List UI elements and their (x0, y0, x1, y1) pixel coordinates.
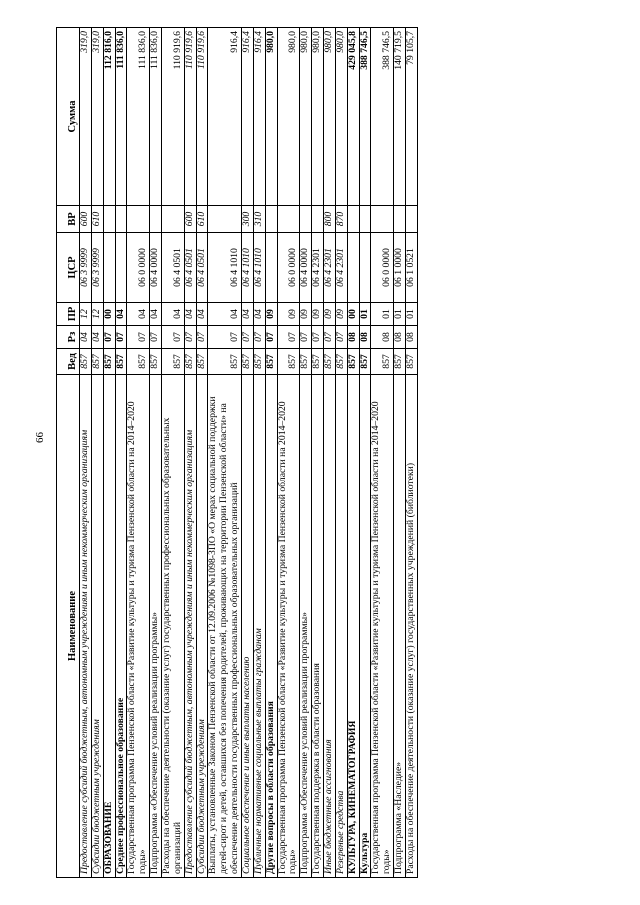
cell-csr: 06 4 0000 (300, 233, 312, 303)
cell-sum: 388 746,5 (359, 28, 371, 206)
cell-pr: 12 (91, 303, 103, 326)
cell-rz: 08 (347, 326, 359, 349)
table-row (115, 28, 127, 878)
cell-ved: 857 (127, 349, 150, 375)
cell-ved: 857 (277, 349, 300, 375)
cell-pr: 12 (80, 303, 92, 326)
cell-sum: 916,4 (253, 28, 265, 206)
cell-ved: 857 (196, 349, 208, 375)
cell-name: Подпрограмма «Обеспечение условий реализации программы» (150, 375, 162, 878)
cell-csr: 06 3 9999 (91, 233, 103, 303)
cell-ved: 857 (91, 349, 103, 375)
cell-ved: 857 (184, 349, 196, 375)
cell-ved: 857 (265, 349, 277, 375)
cell-pr: 04 (242, 303, 254, 326)
cell-rz: 08 (371, 326, 394, 349)
cell-rz: 07 (208, 326, 242, 349)
cell-name: Расходы на обеспечение деятельности (оказание услуг) государственных учреждений (библиотеки) (406, 375, 418, 878)
cell-pr: 04 (208, 303, 242, 326)
cell-vr (312, 206, 324, 233)
cell-name: Предоставление субсидий бюджетным, автономным учреждениям и иным некоммерческим организациям (80, 375, 92, 878)
cell-name: Подпрограмма «Обеспечение условий реализации программы» (300, 375, 312, 878)
cell-sum: 980,0 (335, 28, 347, 206)
cell-vr: 800 (324, 206, 336, 233)
cell-ved: 857 (312, 349, 324, 375)
cell-csr (265, 233, 277, 303)
cell-name: Государственная программа Пензенской области «Развитие культуры и туризма Пензенской области на 2014–2020 годы» (371, 375, 394, 878)
cell-sum: 980,0 (312, 28, 324, 206)
cell-name: Культура (359, 375, 371, 878)
cell-rz: 04 (80, 326, 92, 349)
cell-rz: 07 (312, 326, 324, 349)
cell-pr: 04 (196, 303, 208, 326)
cell-pr: 09 (324, 303, 336, 326)
cell-sum: 140 719,5 (394, 28, 406, 206)
column-header-name: Наименование (57, 375, 80, 878)
cell-name: Предоставление субсидий бюджетным, автономным учреждениям и иным некоммерческим организациям (184, 375, 196, 878)
table-row (394, 28, 406, 878)
cell-pr: 09 (312, 303, 324, 326)
cell-sum: 111 836,0 (150, 28, 162, 206)
cell-sum: 110 919,6 (162, 28, 185, 206)
column-header-rz: Рз (57, 326, 80, 349)
column-header-csr: ЦСР (57, 233, 80, 303)
cell-vr (406, 206, 418, 233)
cell-rz: 07 (127, 326, 150, 349)
cell-rz: 07 (115, 326, 127, 349)
cell-csr: 06 0 0000 (277, 233, 300, 303)
column-header-pr: ПР (57, 303, 80, 326)
cell-csr: 06 4 0501 (184, 233, 196, 303)
cell-vr (208, 206, 242, 233)
cell-ved: 857 (394, 349, 406, 375)
cell-name: Государственная поддержка в области образования (312, 375, 324, 878)
cell-rz: 07 (184, 326, 196, 349)
cell-vr (371, 206, 394, 233)
cell-vr (300, 206, 312, 233)
cell-csr (359, 233, 371, 303)
cell-rz: 07 (277, 326, 300, 349)
table-row (150, 28, 162, 878)
cell-name: Государственная программа Пензенской области «Развитие культуры и туризма Пензенской области на 2014–2020 годы» (127, 375, 150, 878)
cell-pr: 04 (150, 303, 162, 326)
table-row (253, 28, 265, 878)
cell-pr: 09 (265, 303, 277, 326)
cell-ved: 857 (406, 349, 418, 375)
cell-sum: 388 746,5 (371, 28, 394, 206)
table-row (277, 28, 300, 878)
table-row (406, 28, 418, 878)
cell-rz: 07 (300, 326, 312, 349)
cell-csr: 06 4 1010 (208, 233, 242, 303)
cell-vr (394, 206, 406, 233)
cell-pr: 04 (162, 303, 185, 326)
cell-pr: 09 (335, 303, 347, 326)
cell-rz: 07 (324, 326, 336, 349)
table-row (91, 28, 103, 878)
cell-csr: 06 4 0000 (150, 233, 162, 303)
table-body (80, 28, 418, 878)
cell-vr (265, 206, 277, 233)
cell-csr: 06 0 0000 (371, 233, 394, 303)
cell-name: Субсидии бюджетным учреждениям (91, 375, 103, 878)
cell-csr: 06 4 0501 (162, 233, 185, 303)
cell-pr: 00 (347, 303, 359, 326)
cell-rz: 08 (394, 326, 406, 349)
cell-name: ОБРАЗОВАНИЕ (103, 375, 115, 878)
cell-name: Выплаты, установленные Законом Пензенской области от 12.09.2006 №1098-ЗПО «О мерах социальной поддержки детей-сирот и детей, оставшихся без попечения родителей, проживающих на территории Пензенской области» на обеспечение деятельности государственных профессиональных образовательных организаций (208, 375, 242, 878)
cell-sum: 110 919,6 (196, 28, 208, 206)
table-row (335, 28, 347, 878)
cell-pr: 01 (406, 303, 418, 326)
cell-pr: 01 (394, 303, 406, 326)
cell-csr: 06 4 1010 (242, 233, 254, 303)
cell-csr: 06 4 0501 (196, 233, 208, 303)
table-header-row (57, 28, 80, 878)
table-row (127, 28, 150, 878)
cell-ved: 857 (242, 349, 254, 375)
cell-vr (347, 206, 359, 233)
cell-vr (127, 206, 150, 233)
cell-csr: 06 4 2301 (312, 233, 324, 303)
cell-vr (115, 206, 127, 233)
cell-rz: 07 (242, 326, 254, 349)
cell-ved: 857 (103, 349, 115, 375)
cell-csr (115, 233, 127, 303)
cell-pr: 04 (253, 303, 265, 326)
table-row (242, 28, 254, 878)
cell-pr: 01 (371, 303, 394, 326)
cell-name: Среднее профессиональное образование (115, 375, 127, 878)
cell-sum: 79 105,7 (406, 28, 418, 206)
cell-ved: 857 (371, 349, 394, 375)
table-row (347, 28, 359, 878)
cell-rz: 07 (253, 326, 265, 349)
cell-csr (347, 233, 359, 303)
table-row (359, 28, 371, 878)
table-row (324, 28, 336, 878)
cell-rz: 07 (103, 326, 115, 349)
cell-csr (103, 233, 115, 303)
cell-sum: 429 045,8 (347, 28, 359, 206)
column-header-ved: Вед (57, 349, 80, 375)
cell-name: Резервные средства (335, 375, 347, 878)
page-number: 66 (34, 432, 46, 443)
cell-csr: 06 0 0000 (127, 233, 150, 303)
cell-rz: 08 (359, 326, 371, 349)
table-row (162, 28, 185, 878)
cell-ved: 857 (324, 349, 336, 375)
cell-pr: 09 (277, 303, 300, 326)
cell-rz: 07 (150, 326, 162, 349)
cell-sum: 916,4 (208, 28, 242, 206)
table-row (196, 28, 208, 878)
budget-table (56, 27, 418, 878)
cell-ved: 857 (253, 349, 265, 375)
table-row (80, 28, 92, 878)
column-header-vr: ВР (57, 206, 80, 233)
cell-pr: 00 (103, 303, 115, 326)
cell-pr: 04 (127, 303, 150, 326)
cell-rz: 07 (162, 326, 185, 349)
cell-sum: 916,4 (242, 28, 254, 206)
cell-rz: 08 (406, 326, 418, 349)
cell-vr (103, 206, 115, 233)
cell-vr: 300 (242, 206, 254, 233)
cell-vr: 310 (253, 206, 265, 233)
cell-csr: 06 4 2301 (335, 233, 347, 303)
cell-name: Государственная программа Пензенской области «Развитие культуры и туризма Пензенской области на 2014–2020 годы» (277, 375, 300, 878)
cell-sum: 112 816,0 (103, 28, 115, 206)
cell-pr: 01 (359, 303, 371, 326)
table-row (265, 28, 277, 878)
table-row (312, 28, 324, 878)
cell-sum: 111 836,0 (115, 28, 127, 206)
cell-csr: 06 4 1010 (253, 233, 265, 303)
cell-name: Социальное обеспечение и иные выплаты населению (242, 375, 254, 878)
cell-ved: 857 (300, 349, 312, 375)
cell-vr: 610 (91, 206, 103, 233)
cell-name: Другие вопросы в области образования (265, 375, 277, 878)
cell-rz: 04 (91, 326, 103, 349)
cell-pr: 04 (184, 303, 196, 326)
cell-sum: 319,0 (80, 28, 92, 206)
cell-csr: 06 3 9999 (80, 233, 92, 303)
table-row (371, 28, 394, 878)
table-row (184, 28, 196, 878)
cell-vr (162, 206, 185, 233)
cell-ved: 857 (347, 349, 359, 375)
cell-csr: 06 1 0000 (394, 233, 406, 303)
cell-rz: 07 (265, 326, 277, 349)
cell-name: Подпрограмма «Наследие» (394, 375, 406, 878)
cell-vr (277, 206, 300, 233)
table-row (103, 28, 115, 878)
cell-sum: 319,0 (91, 28, 103, 206)
cell-vr: 600 (184, 206, 196, 233)
cell-csr: 06 4 2301 (324, 233, 336, 303)
column-header-sum: Сумма (57, 28, 80, 206)
cell-sum: 980,0 (277, 28, 300, 206)
cell-ved: 857 (359, 349, 371, 375)
cell-vr (150, 206, 162, 233)
cell-pr: 09 (300, 303, 312, 326)
cell-name: Субсидии бюджетным учреждениям (196, 375, 208, 878)
cell-sum: 110 919,6 (184, 28, 196, 206)
cell-sum: 980,0 (265, 28, 277, 206)
cell-vr: 870 (335, 206, 347, 233)
cell-vr (359, 206, 371, 233)
cell-name: КУЛЬТУРА, КИНЕМАТОГРАФИЯ (347, 375, 359, 878)
cell-ved: 857 (80, 349, 92, 375)
cell-vr: 610 (196, 206, 208, 233)
cell-ved: 857 (208, 349, 242, 375)
cell-name: Публичные нормативные социальные выплаты гражданам (253, 375, 265, 878)
cell-ved: 857 (162, 349, 185, 375)
cell-ved: 857 (115, 349, 127, 375)
cell-ved: 857 (335, 349, 347, 375)
cell-name: Иные бюджетные ассигнования (324, 375, 336, 878)
cell-sum: 111 836,0 (127, 28, 150, 206)
rotated-page (56, 28, 576, 878)
cell-rz: 07 (196, 326, 208, 349)
cell-ved: 857 (150, 349, 162, 375)
cell-rz: 07 (335, 326, 347, 349)
table-row (300, 28, 312, 878)
cell-sum: 980,0 (324, 28, 336, 206)
cell-sum: 980,0 (300, 28, 312, 206)
table-row (208, 28, 242, 878)
cell-pr: 04 (115, 303, 127, 326)
cell-vr: 600 (80, 206, 92, 233)
cell-csr: 06 1 0521 (406, 233, 418, 303)
cell-name: Расходы на обеспечение деятельности (оказание услуг) государственных профессиональных образовательных организаций (162, 375, 185, 878)
